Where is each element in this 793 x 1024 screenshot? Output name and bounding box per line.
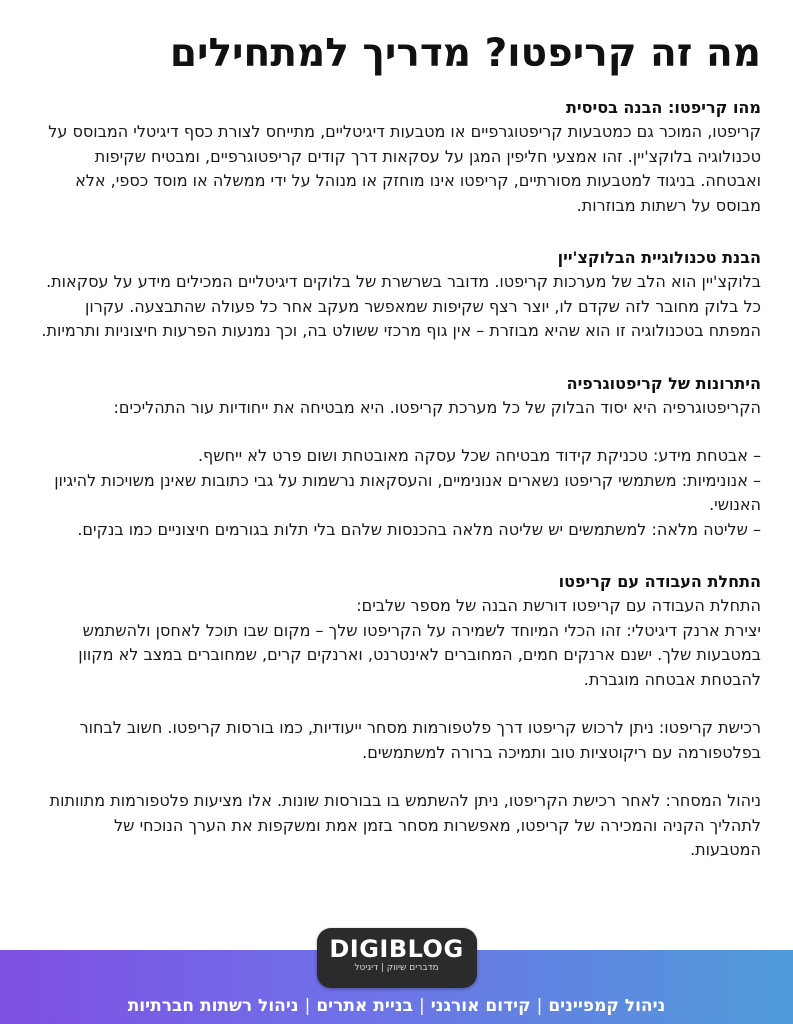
paragraph-spacer xyxy=(40,692,761,716)
digiblog-logo[interactable] xyxy=(317,928,477,988)
section-crypto-basics xyxy=(40,96,761,218)
logo-subtext: מדברים שיווק | דיגיטל xyxy=(354,963,439,973)
nav-separator: | xyxy=(536,996,543,1016)
paragraph: רכישת קריפטו: ניתן לרכוש קריפטו דרך פלטפורמות מסחר ייעודיות, כמו בורסות קריפטו. חשוב לבחור בפלטפורמה עם ריקוטציות טוב ותמיכה ברורה למשתמשים. xyxy=(79,718,761,762)
footer-link-campaigns[interactable]: ניהול קמפיינים xyxy=(548,996,666,1016)
section-cryptography-advantages xyxy=(40,372,761,543)
nav-separator: | xyxy=(419,996,425,1016)
footer-link-organic-seo[interactable]: קידום אורגני xyxy=(430,996,531,1016)
section-getting-started xyxy=(40,570,761,863)
paragraph-spacer xyxy=(40,420,761,444)
paragraph: ניהול המסחר: לאחר רכישת הקריפטו, ניתן להשתמש בו בבורסות שונות. אלו מציעות פלטפורמות מתוותות לתהליך הקניה והמכירה של קריפטו, מאפשרות מסחר בזמן אמת ומשקפות את הערך הנוכחי של המטבעות. xyxy=(49,791,761,859)
nav-separator: | xyxy=(304,996,311,1016)
paragraph: קריפטו, המוכר גם כמטבעות קריפטוגרפיים או מטבעות דיגיטליים, מתייחס לצורת כסף דיגיטלי המבוסס על טכנולוגיה בלוקצ'יין. זהו אמצעי חליפין המגן על עסקאות דרך קודים קריפטוגרפיים, ומבטיח שקיפות ואבטחה. בניגוד למטבעות מסורתיים, קריפטו אינו מוחזק או מנוהל על ידי ממשלה או מוסד כספי, אלא מבוסס על רשתות מבוזרות. xyxy=(48,122,761,215)
section-heading: מהו קריפטו: הבנה בסיסית xyxy=(565,98,761,117)
list-item: – שליטה מלאה: למשתמשים יש שליטה מלאה בהכנסות שלהם בלי תלות בגורמים חיצוניים כמו בנקים. xyxy=(77,519,761,539)
footer-link-web-building[interactable]: בניית אתרים xyxy=(316,996,413,1016)
paragraph: התחלת העבודה עם קריפטו דורשת הבנה של מספר שלבים: xyxy=(356,596,761,615)
footer-banner xyxy=(0,935,793,1024)
paragraph: יצירת ארנק דיגיטלי: זהו הכלי המיוחד לשמירה על הקריפטו שלך – מקום שבו תוכל לאחסן ולהשתמש במטבעות שלך. ישנם ארנקים חמים, המחוברים לאינטרנט, וארנקים קרים, שמחוברים במצב לא מקוון להבטחת אבטחה מוגברת. xyxy=(78,620,761,689)
list-item: – אבטחת מידע: טכניקת קידוד מבטיחה שכל עסקה מאובטחת ושום פרט לא ייחשף. xyxy=(197,446,761,465)
paragraph-spacer xyxy=(40,765,761,789)
footer-nav xyxy=(0,996,793,1016)
paragraph: הקריפטוגרפיה היא יסוד הבלוק של כל מערכת קריפטו. היא מבטיחה את ייחודיות עור התהליכים: xyxy=(113,397,761,417)
logo-text: DIGIBLOG xyxy=(329,935,464,963)
page-title: מה זה קריפטו? מדריך למתחילים xyxy=(169,31,761,76)
paragraph: בלוקצ'יין הוא הלב של מערכות קריפטו. מדובר בשרשרת של בלוקים דיגיטליים המכילים מידע על עסקאות. כל בלוק מחובר לזה שקדם לו, יוצר רצף שקיפות שמאפשר מעקב אחר כל פעולה שהתבצעה. עקרון המפתח בטכנולוגיה זו הוא שהיא מבוזרת – אין גוף מרכזי ששולט בה, וכך נמנעות הפרעות חיצוניות ותרמיות. xyxy=(41,272,761,340)
section-heading: היתרונות של קריפטוגרפיה xyxy=(566,373,761,393)
section-heading: התחלת העבודה עם קריפטו xyxy=(558,572,761,591)
list-item: – אנונימיות: משתמשי קריפטו נשארים אנונימיים, והעסקאות נרשמות על גבי כתובות שאינן משויכות להיגיון האנושי. xyxy=(54,470,761,514)
section-blockchain xyxy=(40,246,761,344)
section-heading: הבנת טכנולוגיית הבלוקצ'יין xyxy=(557,248,761,267)
footer-link-social-management[interactable]: ניהול רשתות חברתיות xyxy=(127,996,299,1016)
